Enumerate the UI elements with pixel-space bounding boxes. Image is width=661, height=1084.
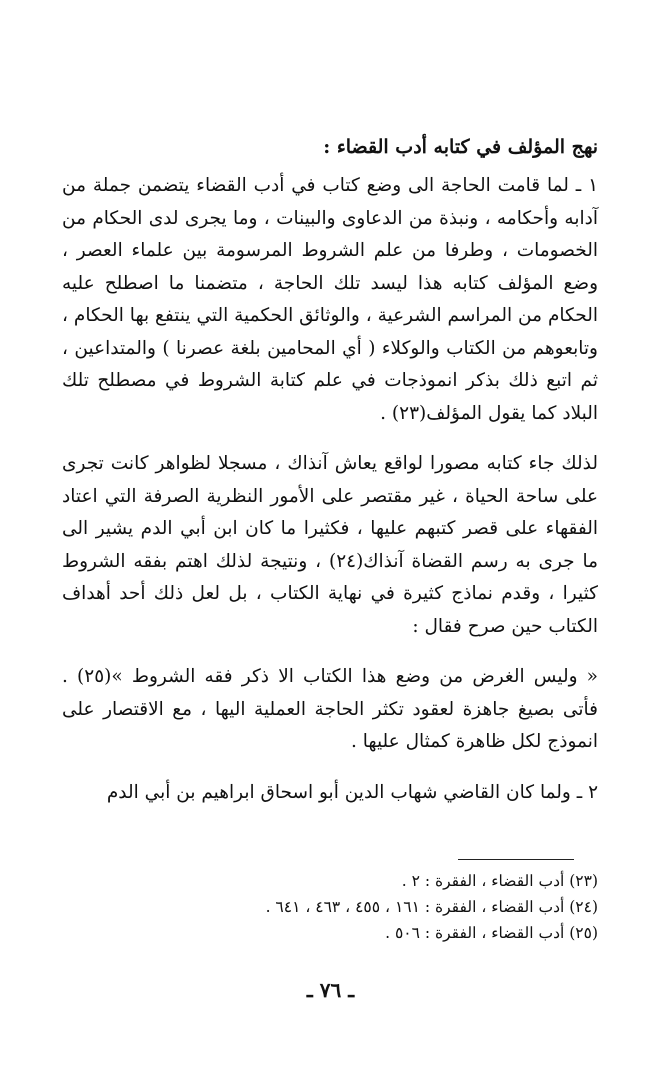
footnote-23: (٢٣) أدب القضاء ، الفقرة : ٢ . [401, 872, 598, 890]
footnote-25: (٢٥) أدب القضاء ، الفقرة : ٥٠٦ . [385, 924, 598, 942]
paragraph-3-quote: « وليس الغرض من وضع هذا الكتاب الا ذكر فقه الشروط »(٢٥) . فأتى بصيغ جاهزة لعقود تكثر الحاجة العملية اليها ، مع الاقتصار على انموذج لكل ظاهرة كمثال عليها . [62, 666, 598, 752]
section-heading: نهج المؤلف في كتابه أدب القضاء : [323, 136, 598, 158]
footnote-divider [458, 859, 574, 860]
paragraph-1: ١ ـ لما قامت الحاجة الى وضع كتاب في أدب القضاء يتضمن جملة من آدابه وأحكامه ، ونبذة من الدعاوى والبينات ، وما يجرى لدى الحكام من الخصومات ، وطرفا من علم الشروط المرسومة بين علماء العصر ، وضع المؤلف كتابه هذا ليسد تلك الحاجة ، متضمنا ما اصطلح عليه الحكام من المراسم الشرعية ، والوثائق الحكمية التي ينتفع بها الحكام ، وتابعوهم من الكتاب والوكلاء ( أي المحامين بلغة عصرنا ) والمتداعين ، ثم اتبع ذلك بذكر انموذجات في علم كتابة الشروط في مصطلح تلك البلاد كما يقول المؤلف(٢٣) . [62, 175, 598, 424]
main-text [62, 130, 598, 809]
paragraph-4: ٢ ـ ولما كان القاضي شهاب الدين أبو اسحاق ابراهيم بن أبي الدم [106, 781, 598, 803]
paragraph-2: لذلك جاء كتابه مصورا لواقع يعاش آنذاك ، مسجلا لظواهر كانت تجرى على ساحة الحياة ، غير مقتصر على الأمور النظرية الصرفة التي اعتاد الفقهاء على قصر كتبهم عليها ، فكثيرا ما كان ابن أبي الدم يشير الى ما جرى به رسم القضاة آنذاك(٢٤) ، ونتيجة لذلك اهتم بفقه الشروط كثيرا ، وقدم نماذج كثيرة في نهاية الكتاب ، بل لعل ذلك أحد أهداف الكتاب حين صرح فقال : [62, 453, 598, 637]
footnotes [62, 868, 598, 946]
footnote-24: (٢٤) أدب القضاء ، الفقرة : ١٦١ ، ٤٥٥ ، ٤٦٣ ، ٦٤١ . [265, 898, 598, 916]
page-number: ـ ٧٦ ـ [306, 978, 355, 1002]
